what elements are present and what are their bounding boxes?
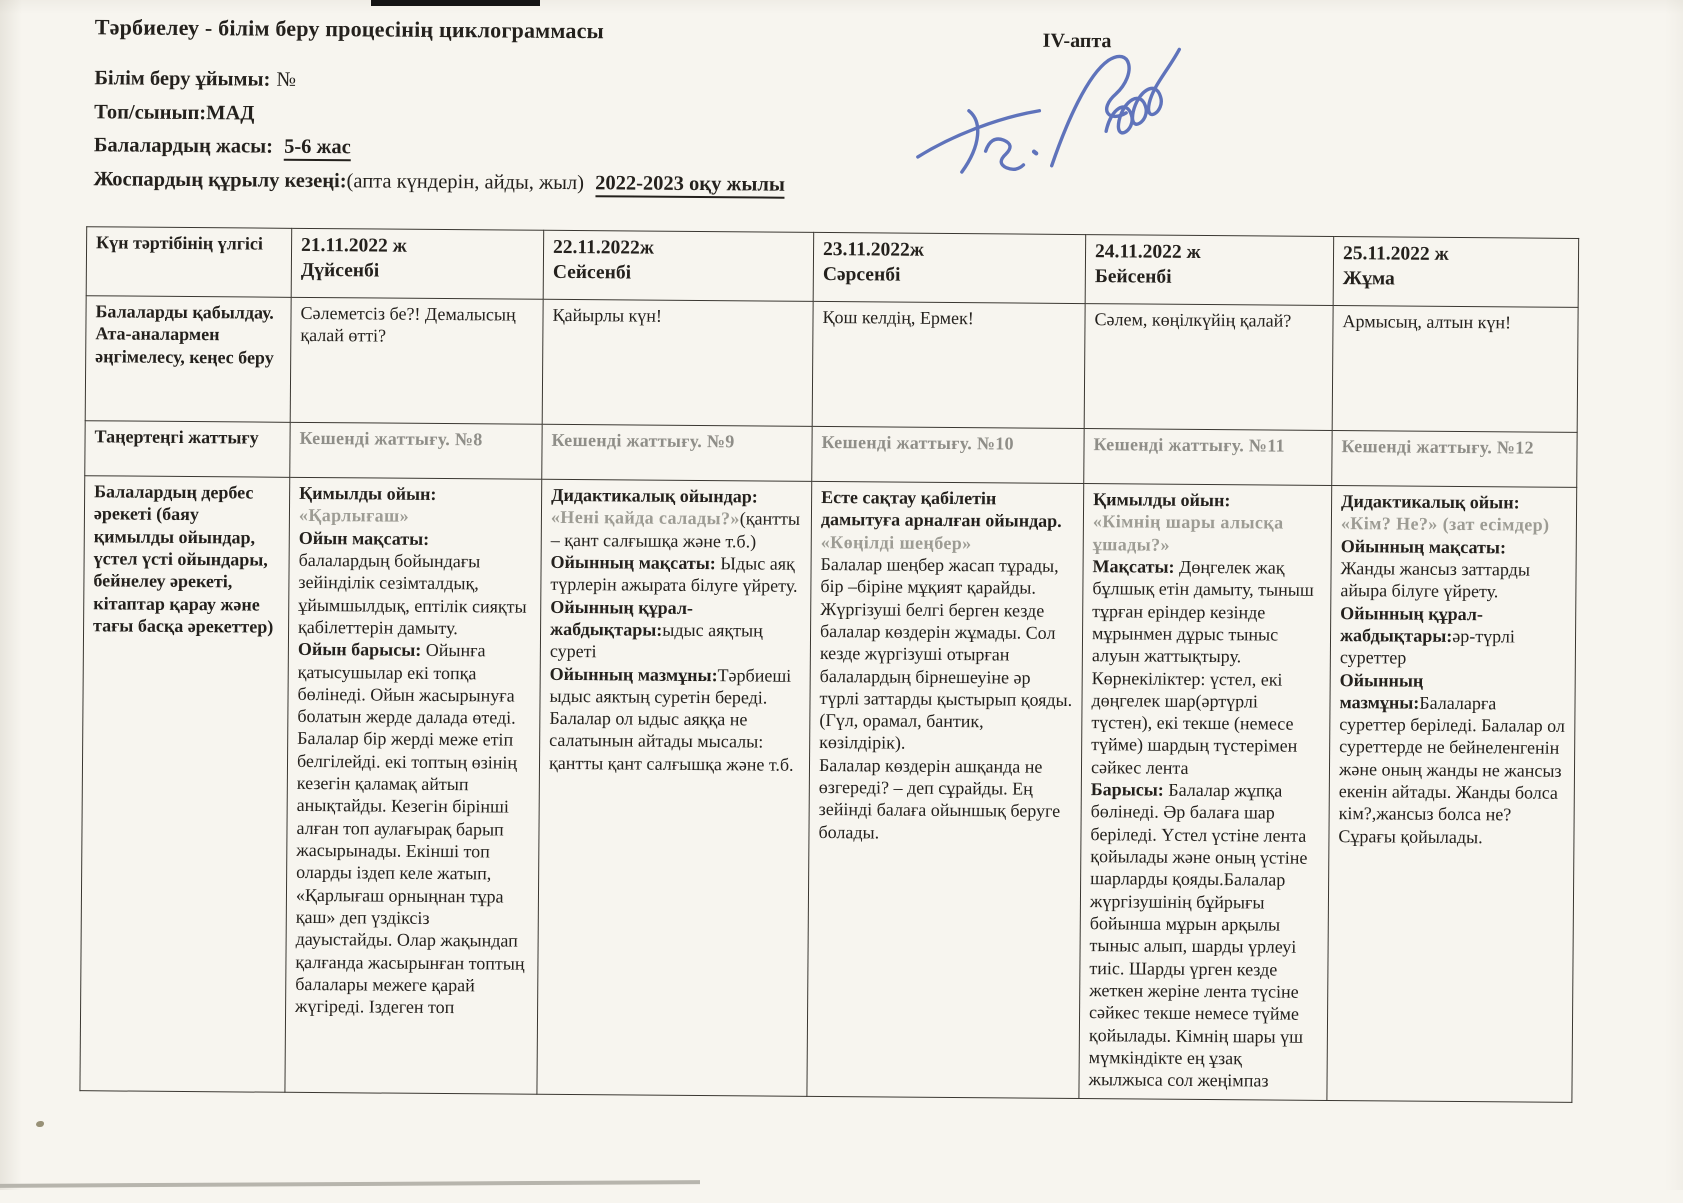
column-header-monday [291,228,544,299]
row-label-reception: Балаларды қабылдау. Ата-аналармен әңгімелесу, кеңес беру [85,296,291,423]
column-header-wednesday [813,232,1086,303]
activity-cell-tuesday: Дидактикалық ойындар: «Нені қайда салады?»(қантты – қант салғышқа және т.б.) Ойынның мақсаты: Ыдыс аяқ түрлерін ажырата білуге үйрету. Ойынның құрал-жабдықтары:ыдыс аяқтың суреті Ойынның мазмұны:Тәрбиеші ыдыс аяктың суретін береді. Балалар ол ыдыс аяққа не салатынын айтады мысалы: қантты қант салғышқа және т.б. [537,479,812,1096]
cyclogram-table [79,226,1579,1103]
exercise-cell-friday: Кешенді жаттығу. №12 [1332,431,1577,488]
row-independent-activity [80,476,1577,1103]
greeting-cell-monday: Сәлеметсіз бе?! Демалысың қалай өтті? [290,297,543,424]
week-number-label: IV-апта [1042,29,1112,53]
meta-organization-value: № [276,68,297,91]
meta-group-label: Топ/сынып: [94,100,207,124]
scan-edge-artifact-bar [371,0,540,6]
day-label: Жұма [1342,268,1395,290]
day-label: Дүйсенбі [300,260,380,282]
activity-cell-friday: Дидактикалық ойын: «Кім? Не?» (зат есімдер) Ойынның мақсаты: Жанды жансыз заттарды айыра білуге үйрету. Ойынның құрал-жабдықтары:әр-түрлі суреттер Ойынның мазмұны:Балаларға суреттер беріледі. Балалар ол суреттерде не бейнеленгенін және оның жанды не жансыз екенін айтады. Жанды болса кім?,жансыз болса не? Сұрағы қойылады. [1327,486,1577,1103]
date-label: 22.11.2022ж [552,236,654,259]
meta-organization-label: Білім беру ұйымы: [94,67,271,91]
document-meta [94,68,1595,202]
meta-plan-value: 2022-2023 оқу жылы [595,172,785,198]
column-header-thursday [1085,235,1334,306]
exercise-cell-tuesday: Кешенді жаттығу. №9 [542,424,812,481]
greeting-cell-tuesday: Қайырлы күн! [542,299,813,426]
meta-organization [94,68,1594,101]
page-title: Тәрбиелеу - білім беру процесінің циклограммасы [94,14,605,44]
column-header-friday [1333,237,1579,308]
meta-age-label: Балалардың жасы: [93,134,274,158]
day-label: Бейсенбі [1094,266,1172,289]
date-label: 25.11.2022 ж [1342,243,1449,265]
day-label: Сәрсенбі [822,264,901,286]
row-label-independent-activity: Балалардың дербес әрекеті (баяу қимылды ойындар, үстел үсті ойындары, бейнелеу әрекеті, кітаптар қарау және тағы басқа әрекеттер) [80,476,290,1093]
document-header [93,14,1594,214]
row-child-reception [85,296,1578,433]
day-label: Сейсенбі [552,262,632,284]
exercise-cell-wednesday: Кешенді жаттығу. №10 [812,426,1084,483]
greeting-cell-friday: Армысың, алтын күн! [1332,306,1578,433]
date-label: 23.11.2022ж [822,239,924,261]
meta-age-value: 5-6 жас [284,136,351,162]
row-label-morning-exercise: Таңертеңгі жаттығу [85,421,290,478]
activity-cell-thursday: Қимылды ойын: «Кімнің шары алысқа ұшады?» Мақсаты: Дөңгелек жақ бұлшық етін дамыту, тыныш тұрған еріндер кезінде мұрынмен дұрыс тыныс алуын жаттықтыру. Көрнекіліктер: үстел, екі дөңгелек шар(әртүрлі түстен), екі текше (немесе түйме) шардың түстерімен сәйкес лента Барысы: Балалар жұпқа бөлінеді. Әр балаға шар беріледі. Үстел үстіне лента қойылады және оның үстіне шарларды қояды.Балалар жүргізушінің бұйрығы бойынша мұрын арқылы тыныс алып, шарды үрлеуі тиіс. Шарды үрген кезде жеткен жеріне лента түсіне сәйкес текше немесе түйме қойылады. Кімнің шары үш мүмкіндікте ең ұзақ жылжыса сол жеңімпаз [1079,484,1332,1101]
meta-group-value: МАД [206,101,255,125]
greeting-cell-thursday: Сәлем, көңілкүйің қалай? [1084,304,1333,431]
date-label: 24.11.2022 ж [1094,241,1201,263]
exercise-cell-thursday: Кешенді жаттығу. №11 [1084,429,1332,486]
exercise-cell-monday: Кешенді жаттығу. №8 [290,422,542,479]
meta-group [94,102,1594,135]
meta-age [94,135,1594,168]
column-header-daily-regime: Күн тәртібінің үлгісі [86,227,292,298]
activity-cell-wednesday: Есте сақтау қабілетін дамытуға арналған ойындар. «Көңілді шеңбер» Балалар шеңбер жасап тұрады, бір –біріне мұқият қарайды. Жүргізуші белгі берген кезде балалар көздерін жұмады. Сол кезде жүргізуші отырған балалардың бірнешеуіне әр түрлі заттарды қыстырып қояды. (Гүл, орамал, бантик, көзілдірік). Балалар көздерін ашқанда не өзгереді? – деп сұрайды. Ең зейінді балаға ойыншық беруге болады. [807,481,1084,1098]
table-header-row [86,227,1578,308]
meta-plan-period [94,169,1594,202]
greeting-cell-wednesday: Қош келдің, Ермек! [812,301,1085,428]
meta-plan-note: (апта күндерін, айды, жыл) [346,169,585,194]
meta-plan-label: Жоспардың құрылу кезеңі: [93,167,347,192]
date-label: 21.11.2022 ж [300,234,407,257]
column-header-tuesday [543,230,814,301]
activity-cell-monday: Қимылды ойын: «Қарлығаш» Ойын мақсаты: балалардың бойындағы зейінділік сезімталдық, ұйымшылдық, ептілік сияқты қабілеттерін дамыту. Ойын барысы: Ойынға қатысушылар екі топқа бөлінеді. Ойын жасырынуға болатын жерде далада өтеді. Балалар бір жерді меже етіп белгілейді. екі топтың өзінің кезегін қаламақ айтып анықтайды. Кезегін бірінші алған топ аулағырақ барып жасырынады. Екінші топ оларды іздеп келе жатып, «Қарлығаш орныңнан тұра қаш» деп үздіксіз дауыстайды. Олар жақындап қалғанда жасырынған топтың балалары межеге қарай жүгіреді. Іздеген топ [285,477,542,1094]
